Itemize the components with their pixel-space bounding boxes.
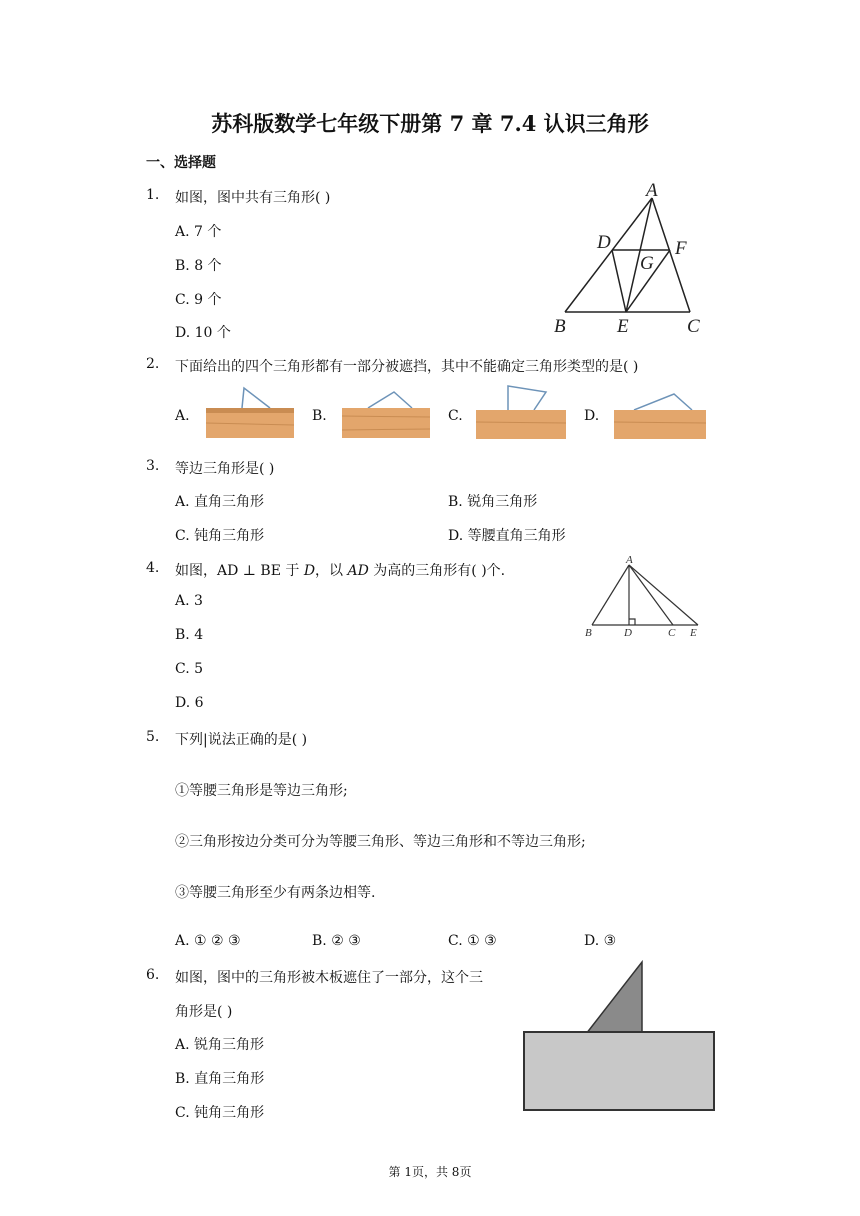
question-2-option-b: B. [312,408,327,424]
question-1-option-b: B. 8 个 [175,258,222,274]
figure-label-d: D [597,232,611,253]
fig4-label-e: E [690,627,697,639]
figure-label-g: G [640,253,654,274]
question-5-option-c: C. ① ③ [448,933,497,949]
question-4-stem: 如图，AD ⊥ BE 于 D，以 AD 为高的三角形有( )个. [175,563,506,579]
question-6-figure [520,958,720,1116]
question-2-option-c: C. [448,408,463,424]
question-6-number: 6. [146,967,160,983]
question-6-stem-line-1: 如图，图中的三角形被木板遮住了一部分，这个三 [175,970,483,986]
page-footer: 第 1页，共 8页 [388,1165,472,1179]
question-2-figure-d [612,386,708,440]
question-5-option-a: A. ① ② ③ [175,933,241,949]
figure-label-e: E [617,316,629,337]
question-4-option-d: D. 6 [175,695,204,711]
question-2-figure-c [474,382,568,440]
question-3-number: 3. [146,458,160,474]
question-3-option-b: B. 锐角三角形 [448,494,538,510]
question-4-option-b: B. 4 [175,627,204,643]
question-1-option-d: D. 10 个 [175,325,231,341]
question-4-option-a: A. 3 [175,593,203,609]
section-heading: 一、选择题 [146,155,216,171]
figure-label-c: C [687,316,700,337]
question-5-option-d: D. ③ [584,933,617,949]
question-2-figure-b [340,386,432,440]
question-3-option-a: A. 直角三角形 [175,494,265,510]
question-5-stem: 下列|说法正确的是( ) [175,732,308,748]
question-1-option-c: C. 9 个 [175,292,222,308]
question-6-option-b: B. 直角三角形 [175,1071,265,1087]
fig4-label-b: B [585,627,592,639]
question-5-statement-1: ①等腰三角形是等边三角形; [175,783,348,799]
fig4-label-d: D [624,627,632,639]
question-5-statement-2: ②三角形按边分类可分为等腰三角形、等边三角形和不等边三角形; [175,834,586,850]
question-1-number: 1. [146,187,160,203]
question-4-figure [580,553,705,643]
page-title: 苏科版数学七年级下册第 7 章 7.4 认识三角形 [211,111,649,136]
fig4-label-a: A [626,554,633,566]
question-1-figure [550,178,710,338]
question-2-stem: 下面给出的四个三角形都有一部分被遮挡，其中不能确定三角形类型的是( ) [175,359,639,375]
question-5-number: 5. [146,729,160,745]
question-6-option-a: A. 锐角三角形 [175,1037,265,1053]
question-5-option-b: B. ② ③ [312,933,361,949]
figure-label-a: A [646,180,658,201]
question-2-figure-a [204,386,296,440]
figure-label-b: B [554,316,566,337]
question-1-stem: 如图，图中共有三角形( ) [175,190,331,206]
question-1-option-a: A. 7 个 [175,224,222,240]
question-2-option-d: D. [584,408,600,424]
question-3-option-c: C. 钝角三角形 [175,528,265,544]
figure-label-f: F [675,238,687,259]
question-2-number: 2. [146,356,160,372]
question-6-stem-line-2: 角形是( ) [175,1004,233,1020]
question-6-option-c: C. 钝角三角形 [175,1105,265,1121]
question-4-number: 4. [146,560,160,576]
question-5-statement-3: ③等腰三角形至少有两条边相等. [175,885,376,901]
question-3-stem: 等边三角形是( ) [175,461,275,477]
fig4-label-c: C [668,627,676,639]
question-3-option-d: D. 等腰直角三角形 [448,528,566,544]
question-4-option-c: C. 5 [175,661,204,677]
question-2-option-a: A. [175,408,190,424]
